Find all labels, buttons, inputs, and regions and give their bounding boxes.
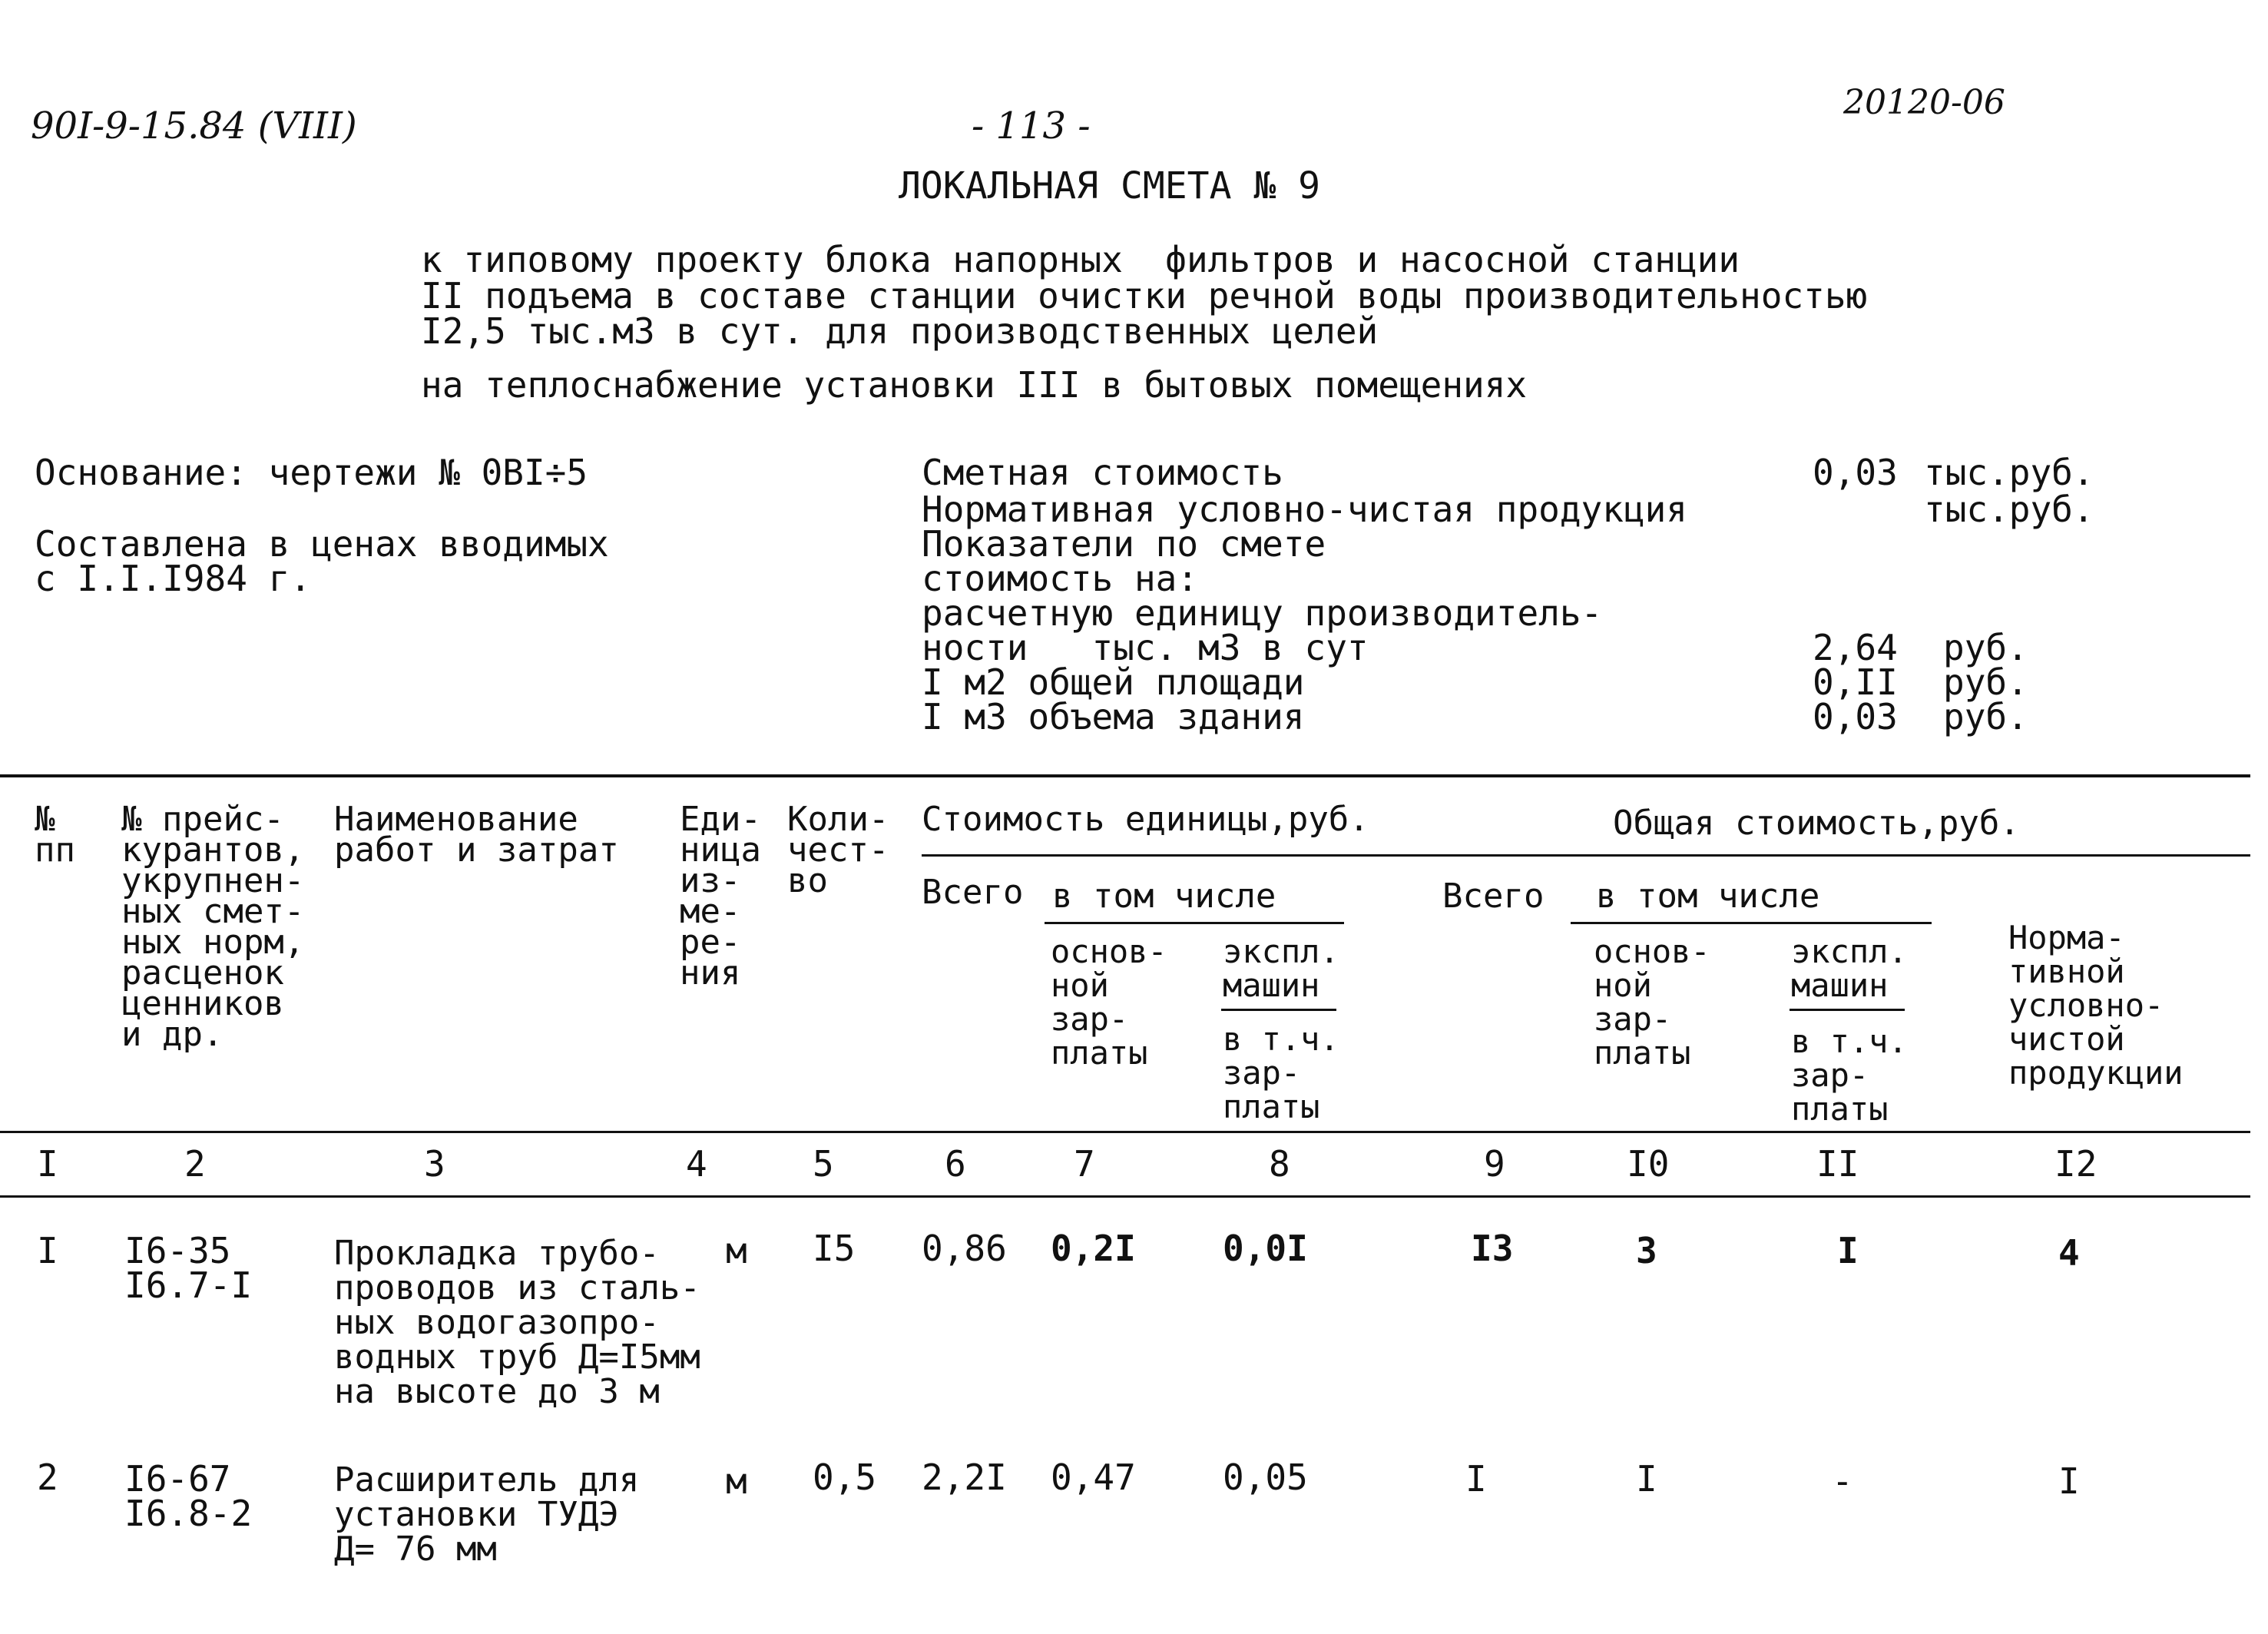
row-unit-machines: 0,0I: [1223, 1228, 1308, 1269]
column-number: 5: [813, 1143, 834, 1185]
colnum-bottom-rule: [0, 1195, 2250, 1198]
cost-label: Нормативная условно-чистая продукция: [922, 489, 1687, 530]
row-total-wage: 3: [1636, 1230, 1657, 1271]
header-total-machines-wage: зар-: [1791, 1056, 1869, 1094]
cost-value: 0,03: [1813, 452, 1898, 493]
row-work-name: водных труб Д=I5мм: [334, 1337, 700, 1377]
row-unit-machines: 0,05: [1223, 1457, 1308, 1498]
header-total-machines-wage: в т.ч.: [1791, 1022, 1908, 1060]
header-unit-machines-wage: в т.ч.: [1223, 1020, 1339, 1058]
header-work-name: Наименование: [334, 800, 578, 839]
header-qty: во: [787, 861, 828, 900]
header-unit-base-wage: платы: [1051, 1034, 1148, 1072]
header-normative: тивной: [2008, 953, 2125, 990]
header-unit-machines-wage: платы: [1223, 1088, 1320, 1125]
unit-machines-underline: [1221, 1009, 1336, 1011]
row-unit-wage: 0,2I: [1051, 1228, 1136, 1269]
column-number: 2: [184, 1143, 206, 1185]
header-price-ref: укрупнен-: [121, 861, 305, 900]
document-title: ЛОКАЛЬНАЯ СМЕТА № 9: [899, 164, 1321, 207]
album-code: 20120-06: [1843, 83, 2005, 122]
column-number: 9: [1484, 1143, 1505, 1185]
header-work-name: работ и затрат: [334, 830, 619, 870]
cost-unit: руб.: [1943, 627, 2028, 668]
row-number: 2: [37, 1457, 58, 1498]
header-price-ref: и др.: [121, 1015, 223, 1054]
prices-line-2: с I.I.I984 г.: [35, 558, 312, 599]
cost-label: I м3 объема здания: [922, 696, 1305, 737]
header-unit-all: Всего: [922, 873, 1024, 912]
column-number: II: [1816, 1143, 1859, 1185]
row-work-name: ных водогазопро-: [334, 1303, 660, 1342]
total-machines-underline: [1790, 1009, 1905, 1011]
row-total: I3: [1471, 1228, 1514, 1269]
row-quantity: 0,5: [813, 1457, 877, 1498]
header-total-base-wage: ной: [1594, 966, 1652, 1004]
subtitle-line-2: II подъема в составе станции очистки речной воды производительностью: [421, 275, 1868, 317]
cost-unit: руб.: [1943, 661, 2028, 703]
row-work-name: установки ТУДЭ: [334, 1495, 619, 1534]
row-code: I6-35: [124, 1230, 231, 1271]
cost-unit: руб.: [1943, 696, 2028, 737]
row-total-machines: -: [1832, 1460, 1853, 1502]
row-total-machines: I: [1837, 1230, 1859, 1271]
row-number: I: [37, 1230, 58, 1271]
row-normative: 4: [2058, 1232, 2080, 1274]
row-total: I: [1465, 1458, 1487, 1500]
cost-value: 0,II: [1813, 661, 1898, 703]
header-price-ref: расценок: [121, 953, 284, 993]
row-normative: I: [2058, 1460, 2080, 1502]
header-unit: ре-: [680, 923, 741, 962]
column-number: I2: [2054, 1143, 2097, 1185]
row-code: I6.8-2: [124, 1493, 253, 1534]
cost-label: расчетную единицу производитель-: [922, 592, 1603, 634]
header-total-base-wage: зар-: [1594, 1000, 1672, 1038]
cost-label: Показатели по смете: [922, 523, 1326, 565]
prices-line-1: Составлена в ценах вводимых: [35, 523, 609, 565]
header-unit-incl: в том числе: [1052, 877, 1276, 916]
doc-code: 90I-9-15.84 (VIII): [31, 104, 357, 147]
unit-incl-rule: [1045, 922, 1344, 924]
header-unit-base-wage: ной: [1051, 966, 1109, 1004]
header-unit-cost: Стоимость единицы,руб.: [922, 800, 1369, 839]
cost-value: 0,03: [1813, 696, 1898, 737]
header-qty: чест-: [787, 830, 889, 870]
header-num: пп: [35, 830, 75, 870]
total-incl-rule: [1571, 922, 1932, 924]
row-work-name: проводов из сталь-: [334, 1268, 700, 1308]
header-unit-base-wage: основ-: [1051, 933, 1167, 970]
header-total-machines: машин: [1791, 966, 1889, 1004]
basis: Основание: чертежи № 0BI÷5: [35, 452, 588, 493]
header-total-all: Всего: [1442, 877, 1545, 916]
subtitle-line-3: I2,5 тыс.м3 в сут. для производственных целей: [421, 310, 1379, 352]
cost-unit: тыс.руб.: [1924, 452, 2094, 493]
header-unit-machines-wage: зар-: [1223, 1054, 1301, 1092]
row-unit-total: 0,86: [922, 1228, 1007, 1269]
header-normative: продукции: [2008, 1054, 2184, 1092]
header-normative: условно-: [2008, 986, 2164, 1024]
row-work-name: на высоте до 3 м: [334, 1372, 660, 1411]
cost-group-rule: [922, 854, 2250, 857]
row-total-wage: I: [1636, 1458, 1657, 1500]
column-number: I: [37, 1143, 58, 1185]
subject-line: на теплоснабжение установки III в бытовых помещениях: [421, 364, 1528, 406]
cost-label: стоимость на:: [922, 558, 1199, 599]
header-normative: Норма-: [2008, 919, 2125, 956]
header-price-ref: ных норм,: [121, 923, 305, 962]
subtitle-line-1: к типовому проекту блока напорных фильтров и насосной станции: [421, 239, 1740, 280]
header-price-ref: ценников: [121, 984, 284, 1023]
page-number: - 113 -: [972, 104, 1091, 147]
column-number: 6: [945, 1143, 966, 1185]
column-number: I0: [1627, 1143, 1670, 1185]
header-unit-machines: машин: [1223, 966, 1320, 1004]
header-unit: из-: [680, 861, 741, 900]
row-code: I6.7-I: [124, 1264, 253, 1306]
header-unit-machines: экспл.: [1223, 933, 1339, 970]
cost-label: ности тыс. м3 в сут: [922, 627, 1369, 668]
row-work-name: Д= 76 мм: [334, 1530, 497, 1569]
header-normative: чистой: [2008, 1020, 2125, 1058]
cost-label: I м2 общей площади: [922, 661, 1305, 703]
header-total-base-wage: основ-: [1594, 933, 1710, 970]
table-top-rule: [0, 774, 2250, 777]
header-qty: Коли-: [787, 800, 889, 839]
header-price-ref: курантов,: [121, 830, 305, 870]
row-quantity: I5: [813, 1228, 856, 1269]
row-unit: м: [726, 1230, 747, 1271]
row-work-name: Прокладка трубо-: [334, 1234, 660, 1273]
header-total-machines: экспл.: [1791, 933, 1908, 970]
column-number: 3: [424, 1143, 445, 1185]
column-number: 4: [686, 1143, 707, 1185]
cost-unit: тыс.руб.: [1924, 489, 2094, 530]
row-unit-wage: 0,47: [1051, 1457, 1136, 1498]
column-number: 7: [1074, 1143, 1095, 1185]
row-unit-total: 2,2I: [922, 1457, 1007, 1498]
header-price-ref: ных смет-: [121, 892, 305, 931]
header-price-ref: № прейс-: [121, 800, 284, 839]
header-total-cost: Общая стоимость,руб.: [1613, 804, 2020, 843]
header-unit: ница: [680, 830, 761, 870]
header-bottom-rule: [0, 1131, 2250, 1133]
row-work-name: Расширитель для: [334, 1460, 640, 1500]
row-code: I6-67: [124, 1458, 231, 1500]
header-unit: ме-: [680, 892, 741, 931]
column-number: 8: [1269, 1143, 1290, 1185]
header-total-incl: в том числе: [1596, 877, 1820, 916]
header-total-machines-wage: платы: [1791, 1090, 1889, 1128]
header-total-base-wage: платы: [1594, 1034, 1691, 1072]
header-unit: ния: [680, 953, 741, 993]
cost-value: 2,64: [1813, 627, 1898, 668]
row-unit: м: [726, 1460, 747, 1502]
header-num: №: [35, 800, 55, 839]
cost-label: Сметная стоимость: [922, 452, 1283, 493]
header-unit-base-wage: зар-: [1051, 1000, 1129, 1038]
header-unit: Еди-: [680, 800, 761, 839]
